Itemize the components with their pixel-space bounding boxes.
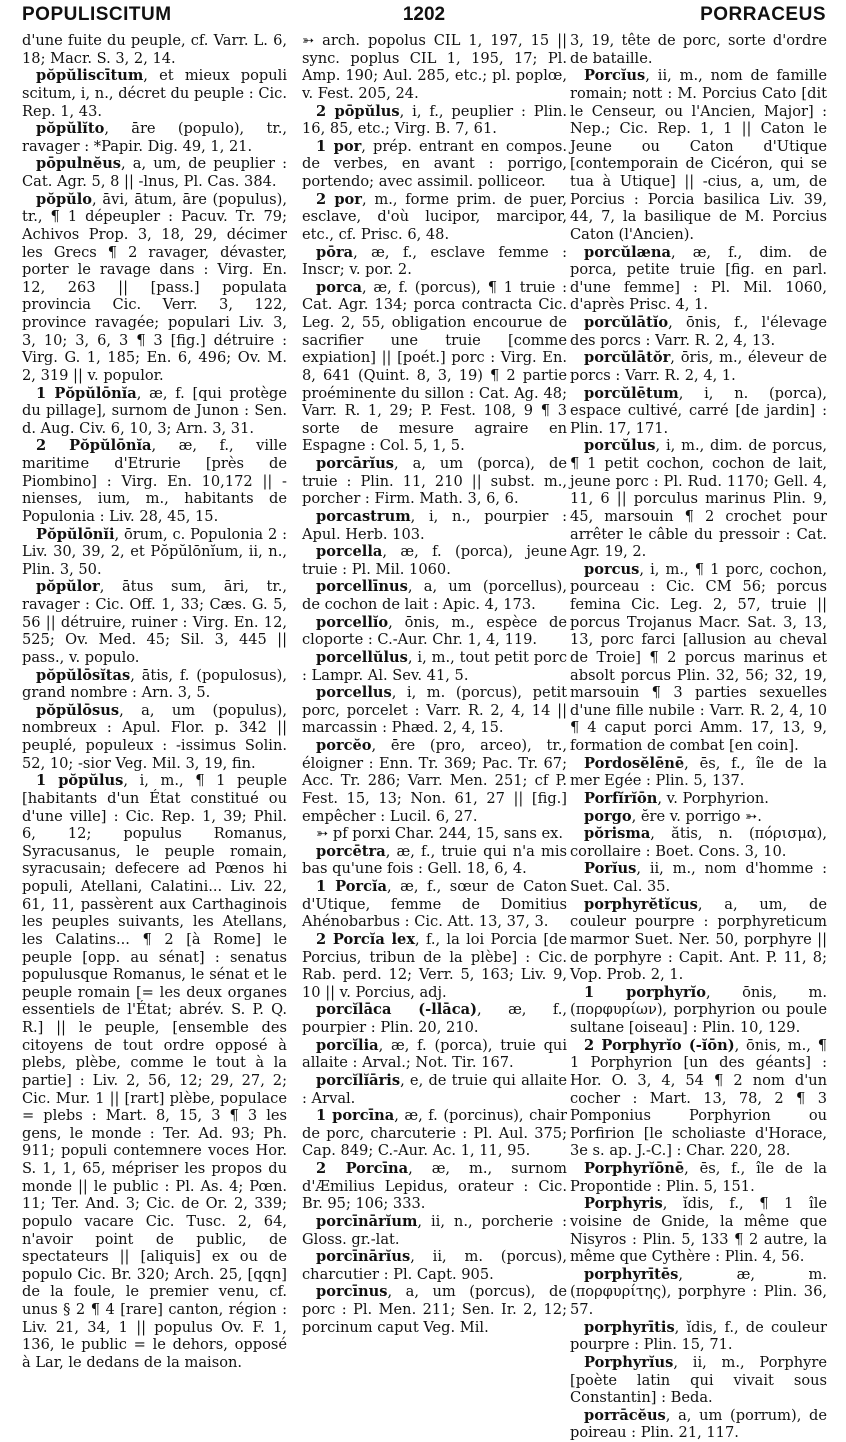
dictionary-entry: porcŭlæna, æ, f., dim. de porca, petite truie [fig. en parl. d'une femme] : Pl. Mil. 1060, d'après Prisc. 4, 1.: [570, 243, 827, 314]
dictionary-entry: Porphyrĭōnē, ēs, f., île de la Propontide : Plin. 5, 151.: [570, 1160, 827, 1195]
dictionary-entry: pŏpŭlor, ātus sum, āri, tr., ravager : Cic. Off. 1, 33; Cæs. G. 5, 56 || détruire, ruiner : Virg. En. 12, 525; Ov. Med. 45; Sil. 3, 445 || pass., v. populo.: [22, 578, 287, 666]
running-head-right: PORRACEUS: [700, 4, 826, 25]
dictionary-entry: porcella, æ, f. (porca), jeune truie : Pl. Mil. 1060.: [302, 543, 567, 578]
dictionary-entry: porcīnārĭum, ii, n., porcherie : Gloss. gr.-lat.: [302, 1212, 567, 1248]
dictionary-entry: porcŭlātĭo, ōnis, f., l'élevage des porcs : Varr. R. 2, 4, 13.: [570, 314, 827, 349]
dictionary-entry: porcastrum, i, n., pourpier : Apul. Herb. 103.: [302, 507, 567, 543]
dictionary-entry: pŏpŭlōsĭtas, ātis, f. (populosus), grand nombre : Arn. 3, 5.: [22, 666, 287, 702]
dictionary-entry: porcīnus, a, um (porcus), de porc : Pl. Men. 211; Sen. Ir. 2, 12; porcinum caput Veg. Mil.: [302, 1283, 567, 1336]
dictionary-entry: porcĕo, ēre (pro, arceo), tr., éloigner : Enn. Tr. 369; Pac. Tr. 67; Acc. Tr. 286; Varr. Men. 251; cf P. Fest. 15, 13; Non. 61, 27 || [fig.] empêcher : Lucil. 6, 27.: [302, 737, 567, 825]
dictionary-entry: porcĭlia, æ, f. (porca), truie qui allaite : Arval.; Not. Tir. 167.: [302, 1036, 567, 1072]
dictionary-entry: ➳ pf porxi Char. 244, 15, sans ex.: [316, 825, 564, 843]
column-3: [570, 32, 828, 1442]
running-head-left: POPULISCITUM: [22, 4, 172, 25]
column-2: [302, 32, 567, 1357]
dictionary-entry: 3, 19, tête de porc, sorte d'ordre de bataille.: [570, 32, 827, 67]
dictionary-entry: Porphyris, ĭdis, f., ¶ 1 île voisine de Gnide, la même que Nisyros : Plin. 5, 133 ¶ 2 autre, la même que Cythère : Plin. 4, 56.: [570, 1195, 827, 1266]
dictionary-entry: porcellīnus, a, um (porcellus), de cochon de lait : Apic. 4, 173.: [302, 578, 567, 613]
dictionary-entry: pŏrisma, ătis, n. (πόρισμα), corollaire : Boet. Cons. 3, 10.: [570, 825, 827, 860]
dictionary-entry: porphyrĕtĭcus, a, um, de couleur pourpre : porphyreticum marmor Suet. Ner. 50, porphyre || de porphyre : Capit. Ant. P. 11, 8; Vop. Prob. 2, 1.: [570, 895, 827, 984]
dictionary-entry: 1 porphyrĭo, ōnis, m. (πορφυρίων), porphyrion ou poule sultane [oiseau] : Plin. 10, 129.: [570, 983, 828, 1036]
dictionary-entry: Porĭus, ii, m., nom d'homme : Suet. Cal. 35.: [570, 860, 827, 895]
dictionary-entry: pōra, æ, f., esclave femme : Inscr; v. por. 2.: [302, 243, 567, 279]
dictionary-entry: pŏpŭlōsus, a, um (populus), nombreux : Apul. Flor. p. 342 || peuplé, populeux : -issimus Solin. 52, 10; -sior Veg. Mil. 3, 19, fin.: [22, 701, 287, 772]
page-number: 1202: [402, 4, 446, 25]
dictionary-entry: porcŭlus, i, m., dim. de porcus, ¶ 1 petit cochon, cochon de lait, jeune porc : Pl. Rud. 1170; Gell. 4, 11, 6 || porculus marinus Plin. 9, 45, marsouin ¶ 2 crochet pour arrêter le câble du pressoir : Cat. Agr. 19, 2.: [570, 437, 827, 561]
dictionary-entry: porcĭlĭāris, e, de truie qui allaite : Arval.: [302, 1071, 567, 1107]
dictionary-entry: pŏpŭlo, āvi, ātum, āre (populus), tr., ¶ 1 dépeupler : Pacuv. Tr. 79; Achivos Prop. 3, 18, 29, décimer les Grecs ¶ 2 ravager, dévaster, porter le ravage dans : Virg. En. 12, 263 || [pass.] populata provincia Cic. Verr. 3, 122, province ravagée; populari Liv. 3, 3, 10; 3, 6, 3 ¶ 3 [fig.] détruire : Virg. G. 1, 185; En. 6, 496; Ov. M. 2, 319 || v. populor.: [22, 190, 287, 384]
page-header: [22, 4, 826, 34]
dictionary-entry: 2 pōpŭlus, i, f., peuplier : Plin. 16, 85, etc.; Virg. B. 7, 61.: [302, 102, 568, 138]
dictionary-entry: porcārĭus, a, um (porca), de truie : Plin. 11, 210 || subst. m., porcher : Firm. Math. 3, 6, 6.: [302, 455, 567, 508]
dictionary-entry: 1 pŏpŭlus, i, m., ¶ 1 peuple [habitants d'un État constitué ou d'une ville] : Cic. Rep. 1, 39; Phil. 6, 12; populus Romanus, Syracusanus, le peuple romain, syracusain; defecere ad Pœnos hi populi, Atellani, Calatini... Liv. 22, 61, 11, passèrent aux Carthaginois les peuples suivants, les Atellans, les Calatins... ¶ 2 [à Rome] le peuple [opp. au sénat] : senatus populusque Romanus, le sénat et le peuple romain [= les deux organes essentiels de l'État; abrév. S. P. Q. R.] || le peuple, [ensemble des citoyens de tout ordre opposé à plebs, plèbe, comme le tout à la partie] : Liv. 2, 56, 12; 29, 27, 2; Cic. Mur. 1 || [rart] plèbe, populace = plebs : Mart. 8, 15, 3 ¶ 3 les gens, le monde : Ter. Ad. 93; Ph. 911; populi contemnere voces Hor. S. 1, 1, 65, mépriser les propos du monde || le public : Pl. As. 4; Pœn. 11; Ter. And. 3; Cic. de Or. 2, 339; populo vacare Cic. Tusc. 2, 64, n'avoir point de public, de spectateurs || [aliquis] ex ou de populo Cic. Br. 320; Arch. 25, [qqn] de la foule, le premier venu, cf. unus § 2 ¶ 4 [rare] canton, région : Liv. 21, 34, 1 || populus Ov. F. 1, 136, le public = le dehors, opposé à Lar, le dedans de la maison.: [22, 772, 287, 1371]
dictionary-entry: 1 Porcĭa, æ, f., sœur de Caton d'Utique, femme de Domitius Ahénobarbus : Cic. Att. 13, 37, 3.: [302, 878, 567, 931]
dictionary-entry: porphyrītēs, æ, m. (πορφυρίτης), porphyre : Plin. 36, 57.: [570, 1265, 827, 1318]
dictionary-entry: porrācĕus, a, um (porrum), de poireau : Plin. 21, 117.: [570, 1406, 827, 1442]
dictionary-entry: pŏpŭlĭto, āre (populo), tr., ravager : *Papir. Dig. 49, 1, 21.: [22, 120, 287, 155]
dictionary-entry: pŏpŭliscītum, et mieux populi scitum, i, n., décret du peuple : Cic. Rep. 1, 43.: [22, 67, 287, 120]
dictionary-entry: pōpulnĕus, a, um, de peuplier : Cat. Agr. 5, 8 || -lnus, Pl. Cas. 384.: [22, 155, 287, 190]
dictionary-entry: porcŭlētum, i, n. (porca), espace cultivé, carré [de jardin] : Plin. 17, 171.: [570, 384, 827, 437]
dictionary-entry: 1 porcīna, æ, f. (porcinus), chair de porc, charcuterie : Pl. Aul. 375; Cap. 849; C.-Aur. Ac. 1, 11, 95.: [302, 1107, 568, 1160]
dictionary-entry: 2 Pŏpŭlōnĭa, æ, f., ville maritime d'Etrurie [près de Piombino] : Virg. En. 10,172 || -nienses, ium, m., habitants de Populonia : Liv. 28, 45, 15.: [22, 437, 287, 525]
dictionary-entry: 1 por, prép. entrant en compos. de verbes, en avant : porrigo, portendo; avec assimil. polliceor.: [302, 137, 567, 190]
dictionary-entry: porcētra, æ, f., truie qui n'a mis bas qu'une fois : Gell. 18, 6, 4.: [302, 842, 567, 878]
dictionary-entry: porcellĭo, ōnis, m., espèce de cloporte : C.-Aur. Chr. 1, 4, 119.: [302, 613, 567, 649]
dictionary-entry: d'une fuite du peuple, cf. Varr. L. 6, 18; Macr. S. 3, 2, 14.: [22, 32, 287, 67]
dictionary-entry: porcellŭlus, i, m., tout petit porc : Lampr. Al. Sev. 41, 5.: [302, 648, 567, 684]
dictionary-entry: 1 Pŏpŭlōnĭa, æ, f. [qui protège du pillage], surnom de Junon : Sen. d. Aug. Civ. 6, 10, 3; Arn. 3, 31.: [22, 384, 287, 437]
dictionary-entry: Porcĭus, ii, m., nom de famille romain; nott : M. Porcius Cato [dit le Censeur, ou l'Ancien, Major] : Nep.; Cic. Rep. 1, 1 || Caton le Jeune ou Caton d'Utique [contemporain de Cicéron, qui se tua à Utique] || -cius, a, um, de Porcius : Porcia basilica Liv. 39, 44, 7, la basilique de M. Porcius Caton (l'Ancien).: [570, 67, 827, 243]
dictionary-entry: Pŏpŭlōnĭi, ōrum, c. Populonia 2 : Liv. 30, 39, 2, et Pŏpŭlōnĭum, ii, n., Plin. 3, 50.: [22, 525, 287, 578]
dictionary-entry: porca, æ, f. (porcus), ¶ 1 truie : Cat. Agr. 134; porca contracta Cic. Leg. 2, 55, obligation encourue de sacrifier une truie [comme expiation] || [poét.] porc : Virg. En. 8, 641 (Quint. 8, 3, 19) ¶ 2 partie proéminente du sillon : Cat. Ag. 48; Varr. R. 1, 29; P. Fest. 108, 9 ¶ 3 sorte de mesure agraire en Espagne : Col. 5, 1, 5.: [302, 278, 567, 455]
dictionary-entry: Pordosĕlēnē, ēs, f., île de la mer Egée : Plin. 5, 137.: [570, 754, 827, 790]
dictionary-entry: porgo, ĕre v. porrigo ➳.: [584, 807, 762, 825]
dictionary-entry: ➳ arch. popolus CIL 1, 197, 15 || sync. poplus CIL 1, 195, 17; Pl. Amp. 190; Aul. 285, etc.; pl. poplœ, v. Fest. 205, 24.: [302, 32, 567, 102]
dictionary-entry: porcīnārĭus, ii, m. (porcus), charcutier : Pl. Capt. 905.: [302, 1248, 567, 1283]
dictionary-entry: porcĭlāca (-llāca), æ, f., pourpier : Plin. 20, 210.: [302, 1001, 567, 1036]
dictionary-entry: 2 por, m., forme prim. de puer, esclave, d'où lucipor, marcipor, etc., cf. Prisc. 6, 48.: [302, 190, 567, 243]
dictionary-entry: Porfĭrĭōn, v. Porphyrion.: [584, 789, 769, 807]
dictionary-entry: Porphyrĭus, ii, m., Porphyre [poète latin qui vivait sous Constantin] : Beda.: [570, 1353, 827, 1407]
dictionary-entry: porphyrītis, ĭdis, f., de couleur pourpre : Plin. 15, 71.: [570, 1318, 827, 1354]
column-1: [22, 32, 287, 1371]
dictionary-entry: 2 Porcīna, æ, m., surnom d'Æmilius Lepidus, orateur : Cic. Br. 95; 106; 333.: [302, 1160, 567, 1213]
dictionary-entry: 2 Porcĭa lex, f., la loi Porcia [de Porcius, tribun de la plèbe] : Cic. Rab. perd. 12; Verr. 5, 163; Liv. 9, 10 || v. Porcius, adj.: [302, 930, 567, 1001]
dictionary-entry: porcus, i, m., ¶ 1 porc, cochon, pourceau : Cic. CM 56; porcus femina Cic. Leg. 2, 57, truie || porcus Trojanus Macr. Sat. 3, 13, 13, porc farci [allusion au cheval de Troie] ¶ 2 porcus marinus et absolt porcus Plin. 32, 56; 32, 19, marsouin ¶ 3 parties sexuelles d'une fille nubile : Varr. R. 2, 4, 10 ¶ 4 caput porci Amm. 17, 13, 9, formation de combat [en coin].: [570, 560, 827, 754]
dictionary-entry: porcŭlātŏr, ōris, m., éleveur de porcs : Varr. R. 2, 4, 1.: [570, 349, 827, 384]
dictionary-entry: 2 Porphyrĭo (-ĭōn), ōnis, m., ¶ 1 Porphyrion [un des géants] : Hor. O. 3, 4, 54 ¶ 2 nom d'un cocher : Mart. 13, 78, 2 ¶ 3 Pomponius Porphyrion ou Porfirion [le scholiaste d'Horace, 3e s. ap. J.-C.] : Char. 220, 28.: [570, 1036, 827, 1160]
dictionary-entry: porcellus, i, m. (porcus), petit porc, porcelet : Varr. R. 2, 4, 14 || marcassin : Phæd. 2, 4, 15.: [302, 684, 567, 737]
